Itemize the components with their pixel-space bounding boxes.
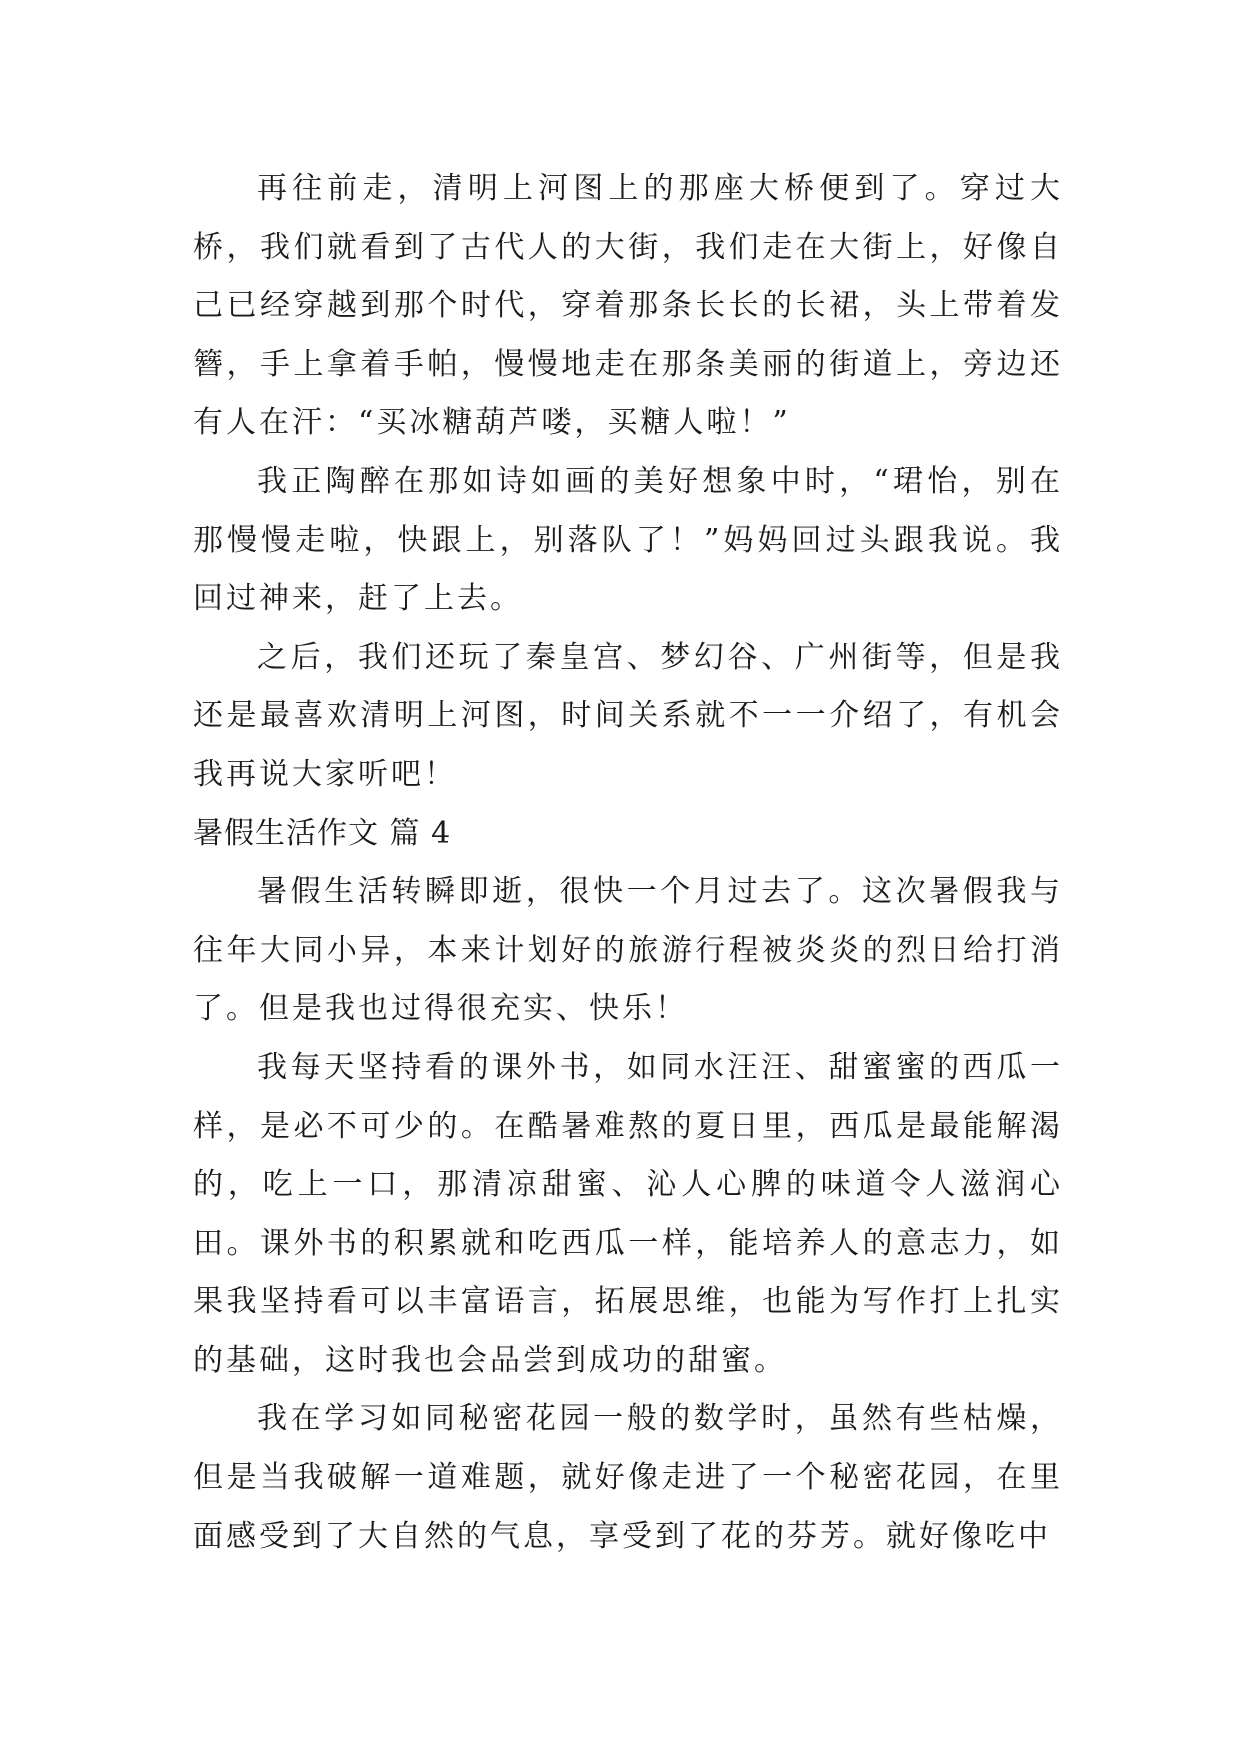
paragraph-math: 我在学习如同秘密花园一般的数学时，虽然有些枯燥，但是当我破解一道难题，就好像走进了一个秘密花园，在里面感受到了大自然的气息，享受到了花的芬芳。就好像吃中 xyxy=(193,1401,1063,1554)
paragraph-reading: 我每天坚持看的课外书，如同水汪汪、甜蜜蜜的西瓜一样，是必不可少的。在酷暑难熬的夏日里，西瓜是最能解渴的，吃上一口，那清凉甜蜜、沁人心脾的味道令人滋润心田。课外书的积累就和吃西瓜一样，能培养人的意志力，如果我坚持看可以丰富语言，拓展思维，也能为写作打上扎实的基础，这时我也会品尝到成功的甜蜜。 xyxy=(193,1049,1063,1378)
paragraph-daydream: 我正陶醉在那如诗如画的美好想象中时，“珺怡，别在那慢慢走啦，快跟上，别落队了！”妈妈回过头跟我说。我回过神来，赶了上去。 xyxy=(193,463,1063,617)
section-title: 暑假生活作文 篇 4 xyxy=(193,815,452,851)
paragraph-bridge: 再往前走，清明上河图上的那座大桥便到了。穿过大桥，我们就看到了古代人的大街，我们走在大街上，好像自己已经穿越到那个时代，穿着那条长长的长裙，头上带着发簪，手上拿着手帕，慢慢地走在那条美丽的街道上，旁边还有人在汗：“买冰糖葫芦喽，买糖人啦！” xyxy=(193,171,1063,441)
document-page xyxy=(193,160,1063,1566)
paragraph-summer-intro: 暑假生活转瞬即逝，很快一个月过去了。这次暑假我与往年大同小异，本来计划好的旅游行程被炎炎的烈日给打消了。但是我也过得很充实、快乐！ xyxy=(193,874,1063,1027)
paragraph-afterwards: 之后，我们还玩了秦皇宫、梦幻谷、广州街等，但是我还是最喜欢清明上河图，时间关系就不一一介绍了，有机会我再说大家听吧！ xyxy=(193,639,1063,792)
